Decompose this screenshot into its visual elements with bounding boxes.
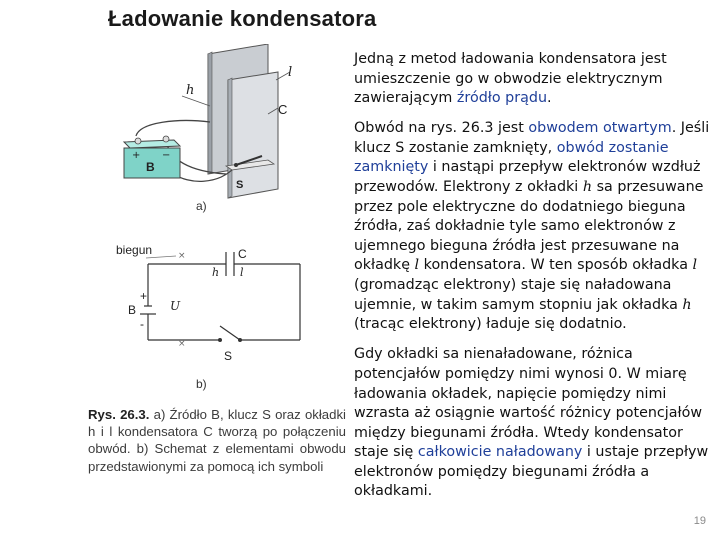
- figure-b-label: b): [196, 377, 207, 391]
- p1-text-1: Jedną z metod ładowania kondensatora jest umieszczenie go w obwodzie elektrycznym zawierającym: [354, 51, 667, 107]
- wire-top: [136, 121, 210, 136]
- circuit-c-label: C: [238, 247, 247, 261]
- p1-highlight-1: źródło prądu: [456, 90, 548, 107]
- figure-drawings: [78, 44, 350, 404]
- svg-text:−: −: [162, 150, 171, 161]
- p2-text-3: i nastąpi przepływ elektronów wzdłuż przewodów. Elektrony z okładki: [354, 159, 701, 196]
- circuit-b-label: B: [128, 303, 137, 317]
- p2-highlight-1: obwodem otwartym: [528, 120, 672, 137]
- circuit-h-label: h: [212, 266, 220, 279]
- circuit-minus-label: -: [140, 317, 144, 331]
- p2-text-5: kondensatora. W ten sposób okładka: [419, 257, 693, 274]
- figure-a-label: a): [196, 199, 207, 213]
- caption-text: a) Źródło B, klucz S oraz okładki h i l kondensatora C tworzą po połączeniu obwód. b) Schemat z elementami obwodu przedstawionymi za pomocą ich symboli: [88, 407, 346, 474]
- circuit-plus-label: +: [140, 289, 148, 303]
- p2-var-h-2: h: [682, 296, 692, 313]
- p2-text-1: Obwód na rys. 26.3 jest: [354, 120, 529, 137]
- p3-text-2: i ustaje przepływ elektronów pomiędzy biegunami źródła a okładkami.: [354, 444, 709, 500]
- p3-text-1: Gdy okładki sa nienaładowane, różnica potencjałów pomiędzy nimi wynosi 0. W miarę ładowania okładek, napięcie pomiędzy nimi wzrasta aż osiągnie wartość różnicy potencjałów między biegunami źródła. Wtedy kondensator staje się: [354, 346, 703, 461]
- plate-l-label: l: [288, 65, 293, 80]
- paragraph-1: [354, 50, 716, 109]
- page-number: 19: [693, 515, 706, 527]
- circuit-u-label: U: [170, 299, 181, 313]
- svg-text:+: +: [132, 150, 141, 161]
- svg-text:×: ×: [178, 339, 186, 349]
- capacitor-c-label: C: [278, 102, 288, 117]
- plate-h-label: h: [186, 83, 195, 98]
- battery-b-label: B: [146, 160, 155, 174]
- paragraph-3: [354, 345, 716, 502]
- circuit-l-label: l: [240, 266, 244, 279]
- p2-text-6: (gromadząc elektrony) staje się naładowana ujemnie, w takim samym stopniu jak okładka: [354, 277, 683, 313]
- p2-highlight-2: obwód zostanie zamknięty: [354, 139, 669, 176]
- p2-var-h-1: h: [582, 179, 593, 196]
- paragraph-2: [354, 119, 716, 335]
- switch-s-label: S: [236, 179, 244, 191]
- figure-caption: [88, 406, 346, 475]
- circuit-schematic: [140, 252, 300, 340]
- p2-text-4: sa przesuwane przez pole elektryczne do dodatniego bieguna źródła, zaś dokładnie tyle samo elektronów z ujemnego bieguna źródła jest przesuwane na okładkę: [354, 179, 704, 274]
- p3-highlight-1: całkowicie naładowany: [417, 444, 583, 461]
- slide-title: Ładowanie kondensatora: [108, 6, 377, 31]
- caption-lead: Rys. 26.3.: [88, 407, 150, 422]
- circuit-s-label: S: [224, 349, 233, 363]
- figure-26-3: [78, 44, 350, 514]
- body-text: [354, 50, 716, 513]
- p2-text-7: (tracąc elektrony) ładuje się dodatnio.: [354, 316, 627, 333]
- svg-text:×: ×: [178, 251, 186, 261]
- p1-text-2: .: [547, 90, 552, 107]
- p2-text-2: . Jeśli klucz S zostanie zamknięty,: [354, 120, 710, 156]
- circuit-biegun-label: biegun: [116, 243, 153, 257]
- p2-var-l-1: l: [414, 257, 420, 274]
- p2-var-l-2: l: [692, 257, 698, 274]
